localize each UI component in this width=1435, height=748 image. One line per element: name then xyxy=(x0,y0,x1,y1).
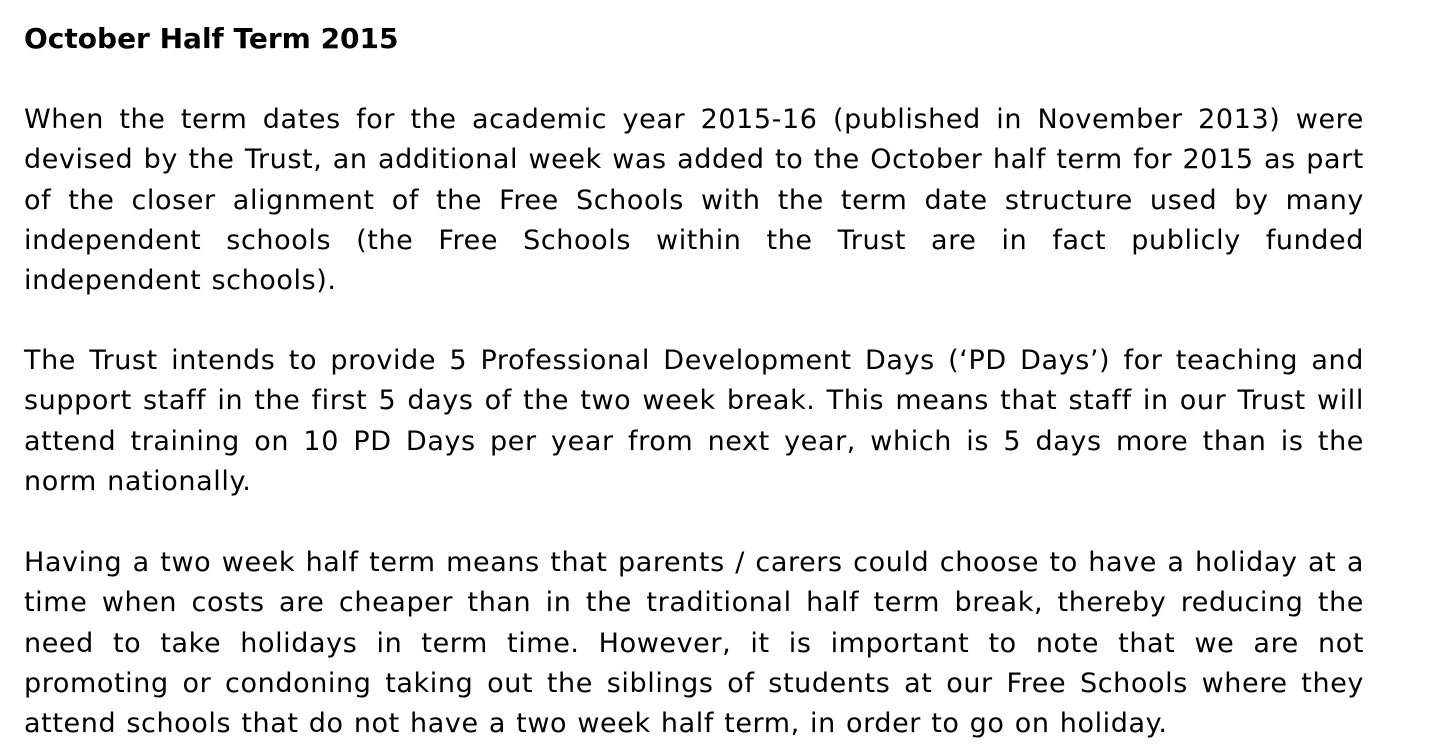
paragraph-pd-days: The Trust intends to provide 5 Professional Development Days (‘PD Days’) for teaching and support staff in the first 5 days of the two week break. This means that staff in our Trust will attend training on 10 PD Days per year from next year, which is 5 days more than is the norm nationally. xyxy=(24,345,1364,497)
paragraph-holidays: Having a two week half term means that parents / carers could choose to have a holiday at a time when costs are cheaper than in the traditional half term break, thereby reducing the need to take holidays in term time. However, it is important to note that we are not promoting or condoning taking out the siblings of students at our Free Schools where they attend schools that do not have a two week half term, in order to go on holiday. xyxy=(24,547,1364,740)
paragraph-term-dates: When the term dates for the academic year 2015-16 (published in November 2013) were devised by the Trust, an additional week was added to the October half term for 2015 as part of the closer alignment of the Free Schools with the term date structure used by many independent schools (the Free Schools within the Trust are in fact publicly funded independent schools). xyxy=(24,104,1364,297)
document-title: October Half Term 2015 xyxy=(24,22,399,55)
